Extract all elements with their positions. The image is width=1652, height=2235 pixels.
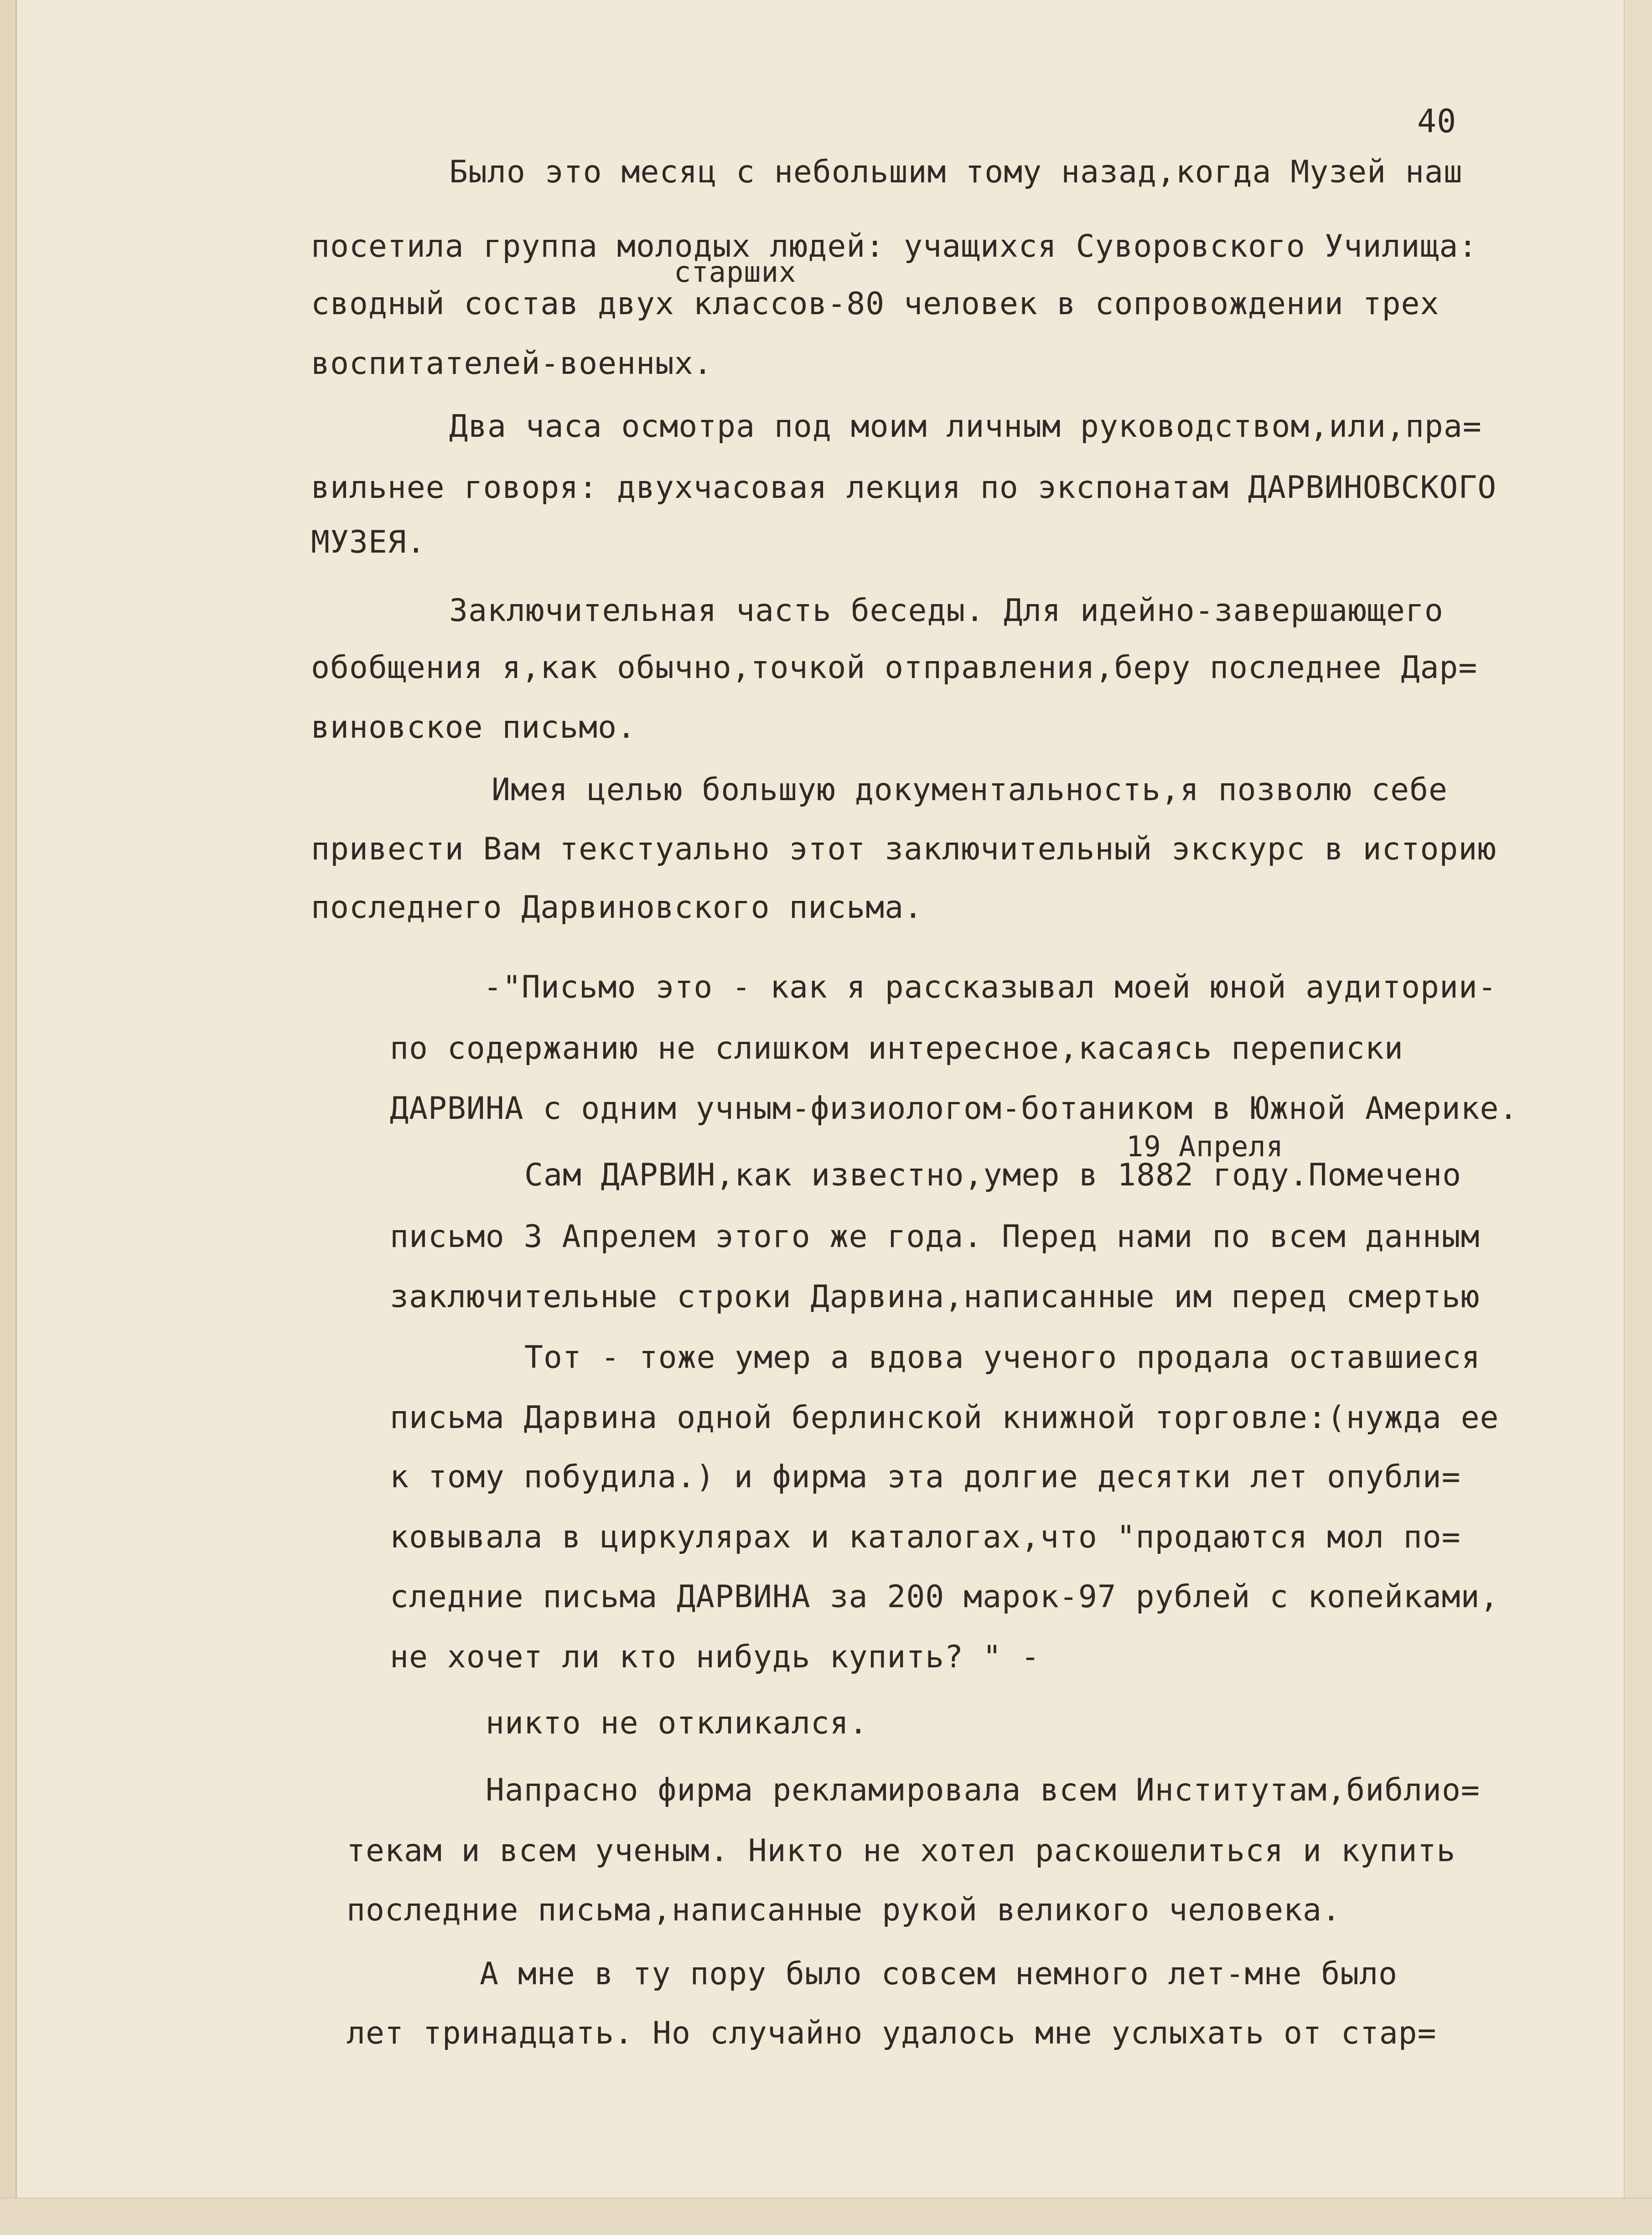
text-line: ковывала в циркулярах и каталогах,что "продаются мол по= — [390, 1519, 1461, 1555]
text-line: никто не откликался. — [486, 1705, 868, 1741]
text-line: обобщения я,как обычно,точкой отправления,беру последнее Дар= — [311, 650, 1478, 686]
typed-insert: 19 Апреля — [1126, 1130, 1284, 1163]
text-line: по содержанию не слишком интересное,касаясь переписки — [390, 1030, 1403, 1066]
text-line: последнего Дарвиновского письма. — [311, 890, 923, 926]
binding-edge — [0, 0, 17, 2235]
text-line: Два часа осмотра под моим личным руководством,или,пра= — [449, 409, 1482, 445]
text-line: вильнее говоря: двухчасовая лекция по экспонатам ДАРВИНОВСКОГО — [311, 470, 1497, 506]
text-line: ДАРВИНА с одним учным-физиологом-ботаником в Южной Америке. — [390, 1091, 1518, 1127]
text-line: текам и всем ученым. Никто не хотел раскошелиться и купить — [347, 1833, 1456, 1869]
text-line: МУЗЕЯ. — [311, 524, 426, 560]
page-edge-bottom — [0, 2198, 1652, 2235]
text-line: лет тринадцать. Но случайно удалось мне услыхать от стар= — [347, 2015, 1437, 2051]
text-line: следние письма ДАРВИНА за 200 марок-97 рублей с копейками, — [390, 1579, 1499, 1615]
text-line: воспитателей-военных. — [311, 346, 713, 382]
text-line: к тому побудила.) и фирма эта долгие десятки лет опубли= — [390, 1459, 1461, 1495]
text-line: сводный состав двух классов-80 человек в сопровождении трех — [311, 286, 1440, 322]
text-line: А мне в ту пору было совсем немного лет-мне было — [480, 1956, 1398, 1992]
text-line: Напрасно фирма рекламировала всем Институтам,библио= — [486, 1772, 1480, 1808]
text-line: Заключительная часть беседы. Для идейно-завершающего — [449, 593, 1444, 629]
text-line: привести Вам текстуально этот заключительный экскурс в историю — [311, 831, 1497, 867]
text-line: посетила группа молодых людей: учащихся Суворовского Училища: — [311, 228, 1478, 264]
handwritten-insert: старших — [674, 255, 797, 289]
text-line: письмо 3 Апрелем этого же года. Перед нами по всем данным — [390, 1219, 1480, 1255]
text-line: Было это месяц с небольшим тому назад,когда Музей наш — [449, 154, 1463, 190]
text-line: Тот - тоже умер а вдова ученого продала оставшиеся — [524, 1340, 1481, 1376]
page-number: 40 — [1417, 103, 1457, 140]
text-line: заключительные строки Дарвина,написанные им перед смертью — [390, 1279, 1480, 1315]
text-line: последние письма,написанные рукой великого человека. — [347, 1892, 1341, 1928]
text-line: виновское письмо. — [311, 709, 636, 745]
text-line: не хочет ли кто нибудь купить? " - — [390, 1639, 1040, 1675]
text-line: Имея целью большую документальность,я позволю себе — [492, 772, 1448, 808]
text-line: Сам ДАРВИН,как известно,умер в 1882 году.Помечено — [524, 1157, 1462, 1193]
text-line: письма Дарвина одной берлинской книжной торговле:(нужда ее — [390, 1400, 1499, 1436]
page-edge-right — [1624, 0, 1652, 2235]
text-line: -"Письмо это - как я рассказывал моей юной аудитории- — [483, 969, 1497, 1005]
